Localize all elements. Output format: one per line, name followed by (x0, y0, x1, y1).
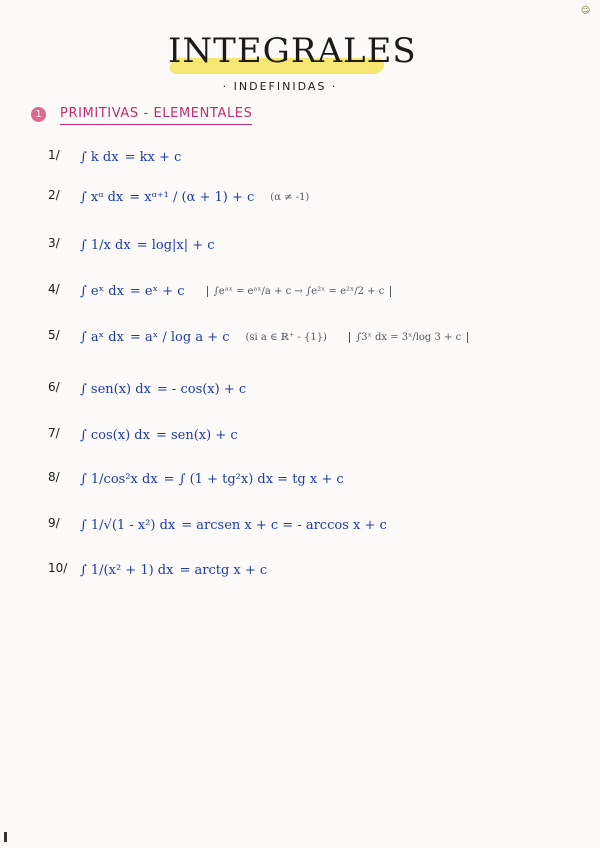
formula-rhs: = log|x| + c (136, 237, 215, 253)
formula-number: 9/ (48, 516, 60, 530)
margin-mark (4, 832, 7, 842)
formula-number: 1/ (48, 148, 60, 162)
formula (80, 372, 246, 406)
page-subtitle: · INDEFINIDAS · (222, 80, 338, 93)
page-title: INTEGRALES (168, 31, 417, 71)
formula (80, 228, 215, 262)
formula-lhs: ∫ aˣ dx (80, 329, 124, 345)
formula-lhs: ∫ 1/x dx (80, 237, 131, 253)
formula-rhs: = - cos(x) + c (156, 381, 247, 397)
formula-row (48, 140, 568, 174)
formula-example: ∫eᵃˣ = eᵃˣ/a + c → ∫e²ˣ = e²ˣ/2 + c (207, 286, 392, 297)
formula (80, 274, 391, 308)
formula (80, 320, 468, 354)
section-title: PRIMITIVAS - ELEMENTALES (60, 106, 253, 121)
formula-row (48, 228, 568, 262)
formula-number: 7/ (48, 426, 60, 440)
formula-row (48, 372, 568, 406)
formula-rhs: = kx + c (124, 149, 182, 165)
formula (80, 418, 238, 452)
formula-lhs: ∫ k dx (80, 149, 119, 165)
formula-lhs: ∫ cos(x) dx (80, 427, 150, 443)
formula-rhs: = sen(x) + c (155, 427, 238, 443)
formula-number: 3/ (48, 236, 60, 250)
formula-number: 6/ (48, 380, 60, 394)
formula-number: 10/ (48, 561, 68, 575)
formula (80, 508, 387, 542)
formula-condition: (α ≠ -1) (270, 191, 310, 203)
formula-condition: (si a ∈ ℝ⁺ - {1}) (245, 331, 327, 343)
formula-row (48, 418, 568, 452)
section-number-badge: 1 (31, 107, 46, 122)
formula-row (48, 180, 568, 214)
formula-lhs: ∫ xᵅ dx (80, 189, 124, 205)
formula (80, 462, 344, 496)
formula-rhs: = xᵅ⁺¹ / (α + 1) + c (129, 189, 255, 205)
formula-number: 4/ (48, 282, 60, 296)
corner-doodle: ☺ (579, 5, 591, 17)
formula-lhs: ∫ sen(x) dx (80, 381, 151, 397)
formula-row (48, 553, 568, 587)
formula-lhs: ∫ 1/√(1 - x²) dx (80, 517, 176, 533)
formula-number: 8/ (48, 470, 60, 484)
formula-rhs: = aˣ / log a + c (129, 329, 230, 345)
formula-lhs: ∫ 1/cos²x dx (80, 471, 158, 487)
formula-rhs: = arcsen x + c = - arccos x + c (181, 517, 387, 533)
formula-row (48, 462, 568, 496)
formula-example: ∫3ˣ dx = 3ˣ/log 3 + c (349, 332, 468, 343)
formula (80, 180, 309, 214)
formula-row (48, 508, 568, 542)
formula-lhs: ∫ 1/(x² + 1) dx (80, 562, 174, 578)
formula-number: 2/ (48, 188, 60, 202)
formula-lhs: ∫ eˣ dx (80, 283, 124, 299)
formula-row (48, 274, 568, 308)
formula-rhs: = arctg x + c (179, 562, 268, 578)
formula (80, 140, 181, 174)
formula-number: 5/ (48, 328, 60, 342)
formula-rhs: = ∫ (1 + tg²x) dx = tg x + c (163, 471, 344, 487)
formula (80, 553, 267, 587)
formula-row (48, 320, 568, 354)
formula-rhs: = eˣ + c (129, 283, 185, 299)
